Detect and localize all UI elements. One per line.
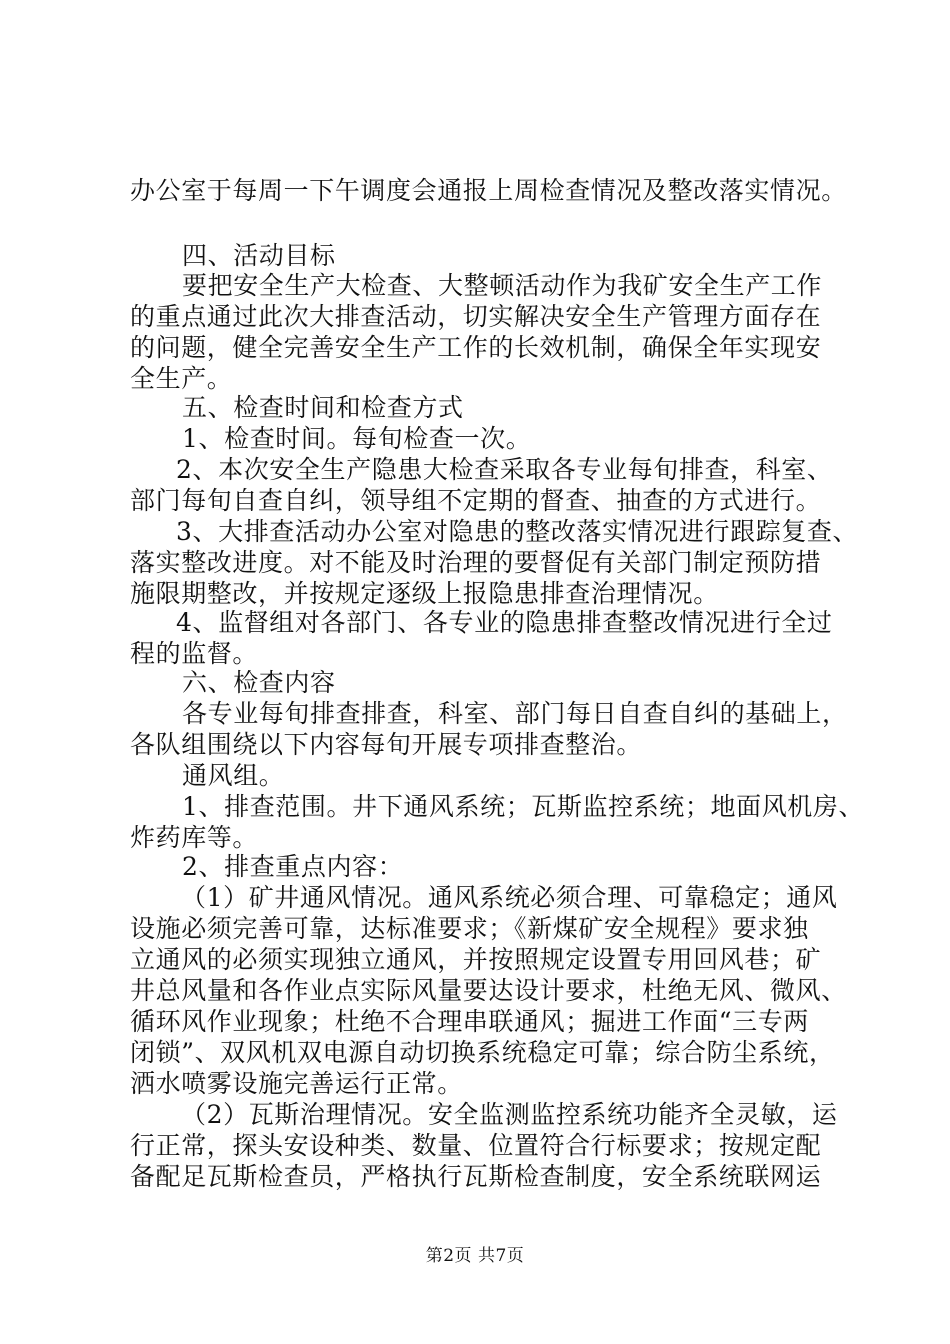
text-line: 全生产。 xyxy=(130,364,233,393)
text-line: （1）矿井通风情况。通风系统必须合理、可靠稳定；通风 xyxy=(181,883,838,912)
text-line: 办公室于每周一下午调度会通报上周检查情况及整改落实情况。 xyxy=(130,176,847,205)
section-heading: 六、检查内容 xyxy=(182,668,336,697)
text-line: 设施必须完善可靠，达标准要求；《新煤矿安全规程》要求独 xyxy=(130,914,809,943)
text-line: 部门每旬自查自纠，领导组不定期的督查、抽查的方式进行。 xyxy=(130,486,822,515)
text-line: 3、大排查活动办公室对隐患的整改落实情况进行跟踪复查、 xyxy=(176,517,859,546)
text-line: 的问题，健全完善安全生产工作的长效机制，确保全年实现安 xyxy=(130,333,822,362)
text-line: 的重点通过此次大排查活动，切实解决安全生产管理方面存在 xyxy=(130,302,822,331)
text-line: 2、本次安全生产隐患大检查采取各专业每旬排查，科室、 xyxy=(176,455,833,484)
text-line: 落实整改进度。对不能及时治理的要督促有关部门制定预防措 xyxy=(130,548,822,577)
subsection-heading: 通风组。 xyxy=(182,761,285,790)
text-line: 各队组围绕以下内容每旬开展专项排查整治。 xyxy=(130,730,643,759)
page-number-footer: 第2页 共7页 xyxy=(425,1246,525,1266)
text-line: 各专业每旬排查排查，科室、部门每日自查自纠的基础上， xyxy=(182,699,848,728)
text-line: 1、排查范围。井下通风系统；瓦斯监控系统；地面风机房、 xyxy=(182,792,865,821)
text-line: 炸药库等。 xyxy=(130,823,259,852)
text-line: 闭锁”、双风机双电源自动切换系统稳定可靠；综合防尘系统， xyxy=(130,1038,835,1067)
text-line: 4、监督组对各部门、各专业的隐患排查整改情况进行全过 xyxy=(176,608,833,637)
text-line: 循环风作业现象；杜绝不合理串联通风；掘进工作面“三专两 xyxy=(130,1007,809,1036)
section-heading: 五、检查时间和检查方式 xyxy=(182,393,464,422)
text-line: 备配足瓦斯检查员，严格执行瓦斯检查制度，安全系统联网运 xyxy=(130,1162,822,1191)
text-line: 要把安全生产大检查、大整顿活动作为我矿安全生产工作 xyxy=(182,271,823,300)
text-line: 洒水喷雾设施完善运行正常。 xyxy=(130,1069,463,1098)
section-heading: 四、活动目标 xyxy=(182,241,336,270)
text-line: 立通风的必须实现独立通风，并按照规定设置专用回风巷；矿 xyxy=(130,945,822,974)
text-line: 2、排查重点内容： xyxy=(182,852,404,881)
text-line: 程的监督。 xyxy=(130,639,259,668)
text-line: 行正常，探头安设种类、数量、位置符合行标要求；按规定配 xyxy=(130,1131,822,1160)
text-line: 1、检查时间。每旬检查一次。 xyxy=(182,424,532,453)
text-line: 井总风量和各作业点实际风量要达设计要求，杜绝无风、微风、 xyxy=(130,976,847,1005)
text-line: （2）瓦斯治理情况。安全监测监控系统功能齐全灵敏，运 xyxy=(181,1100,838,1129)
text-line: 施限期整改，并按规定逐级上报隐患排查治理情况。 xyxy=(130,579,719,608)
